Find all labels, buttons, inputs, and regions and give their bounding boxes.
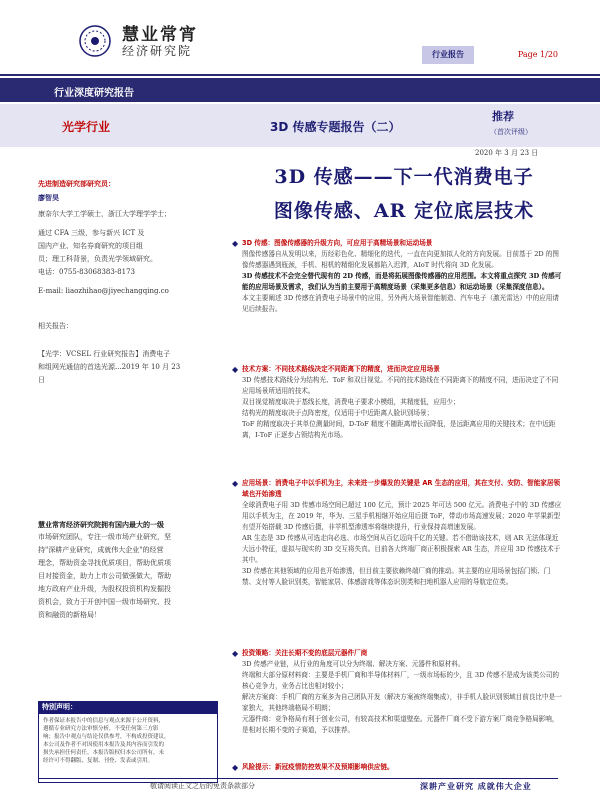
disclaimer-line: 作者保证本报告中的信息与观点来源于公开资料， bbox=[43, 718, 165, 724]
disclaimer-line: 遵循专业研究方法审慎分析，不受任何第三方影 bbox=[43, 726, 159, 732]
bio-line: 通过 CFA 三级，参与新兴 ICT 及 bbox=[38, 229, 145, 237]
paragraph: 3D 传感技术路线分为结构光、ToF 和双目视觉。不同的技术路线在不同距离下的精度不同，进而决定了不同应用场景所适用的技术。 bbox=[242, 376, 559, 395]
industry-label: 光学行业 bbox=[62, 120, 111, 134]
firm-name: 慧业常宵 bbox=[122, 25, 198, 45]
paragraph: 元器件商：竞争格局有利于创业公司，有较高技术和渠道壁垒。元器件厂商不受下游方案厂商竞争格局影响，是相对长期不变的子赛道，予以推荐。 bbox=[242, 715, 559, 734]
firm-subtitle: 经济研究院 bbox=[122, 44, 193, 58]
disclaimer-title: 特别声明： bbox=[38, 701, 218, 713]
category-label: 行业深度研究报告 bbox=[54, 88, 134, 99]
analyst-section-title: 先进制造研究部研究员： bbox=[38, 180, 115, 188]
paragraph: 本文主要阐述 3D 传感在消费电子场景中的应用，另外两大场景智能制造、汽车电子（激光雷达）中的应用请见后续报告。 bbox=[242, 294, 559, 313]
bio-line: 国内产业、知名券商研究的项目组 bbox=[38, 242, 143, 250]
page-number: Page 1/20 bbox=[517, 50, 558, 59]
section-heading: 风险提示：新冠疫情防控效果不及预期影响供应链。 bbox=[242, 763, 394, 771]
main-title bbox=[224, 160, 584, 228]
related-line: 日 bbox=[38, 376, 45, 384]
paragraph: AR 生态是 3D 传感从可选走向必选、市场空间从百亿迈向千亿的关键。若不借助该技术，则 AR 无法体现近大远小特征，虚拟与现实的 3D 交互将失真。目前各大终端厂商正积极探索 AR 生态，并应用 3D 传感技术于其中。 bbox=[242, 534, 561, 564]
paragraph: 解决方案商：手机厂商的方案多为自己团队开发（解决方案被终端集成），非手机人脸识别领域目前良比中是一家独大，其他终端格局不明朗； bbox=[242, 693, 562, 712]
section-strategy bbox=[232, 648, 562, 736]
report-title: 3D 传感专题报告（二） bbox=[270, 120, 401, 134]
analyst-bio bbox=[38, 208, 220, 298]
main-title-line-2: 图像传感、AR 定位底层技术 bbox=[273, 200, 535, 222]
diamond-bullet-icon: ◆ bbox=[232, 365, 239, 374]
disclaimer-line: 本公司及作者不对因使用本报告及其内容而引发的 bbox=[43, 742, 165, 748]
report-date: 2020 年 3 月 23 日 bbox=[475, 149, 539, 157]
paragraph: 全球消费电子用 3D 传感市场空间已超过 100 亿元，预计 2025 年可达 500 亿元。消费电子中的 3D 传感应用以手机为主，在 2019 年，华为、三星手机相继开始应用后摄 ToF，带动市场高速发展；2020 年苹果新型有望开始搭载 3D 传感后摄，非苹机型渗透率将继续提升，行业保持高增速发展。 bbox=[242, 501, 562, 531]
bio-line: 康奈尔大学工学硕士，浙江大学理学学士； bbox=[38, 210, 171, 218]
bio-line: 员；理工科背景，负责光学领域研究。 bbox=[38, 255, 157, 263]
diamond-bullet-icon: ◆ bbox=[232, 479, 239, 488]
analyst-phone: 电话：0755-83068383-8173 bbox=[38, 268, 135, 276]
diamond-bullet-icon: ◆ bbox=[232, 649, 239, 658]
disclaimer-line: 经许可不得翻版、复制、刊登、发表或引用。 bbox=[43, 758, 154, 764]
section-heading: 3D 传感：图像传感器的升级方向，可应用于高精场景和运动场景 bbox=[242, 239, 433, 247]
disclaimer-box bbox=[38, 713, 218, 783]
paragraph: 终端和大部分原材料商：主要是手机厂商和半导体材料厂，一级市场标的少，且 3D 传感不是成为该类公司的核心竞争力，业务占比也相对较小； bbox=[242, 671, 559, 690]
section-tech bbox=[232, 364, 562, 441]
header-divider bbox=[0, 74, 600, 76]
disclaimer-line: 损失承担任何责任。本报告版权归本公司所有，未 bbox=[43, 750, 165, 756]
diamond-bullet-icon: ◆ bbox=[232, 239, 239, 248]
section-risk bbox=[232, 762, 562, 773]
paragraph: ToF 的精度取决于其单位测量时间，D-ToF 精度不随距离增长而降低，是远距离应用的关键技术；在中近距离，I-ToF 正逐步占领结构光市场。 bbox=[242, 420, 556, 439]
related-reports-title: 相关报告： bbox=[38, 322, 73, 330]
paragraph: 3D 传感在其他领域的应用也开始渗透，但目前主要依赖终端厂商的推动。其主要的应用场景包括门锁、门禁、支付等人脸识别类，智能家居、体感游戏等体态识别类和扫地机器人应用的导航定位类。 bbox=[242, 567, 551, 586]
firm-desc-line: 慧业常宵经济研究院拥有国内最大的一级 bbox=[38, 520, 164, 529]
report-type-badge: 行业报告 bbox=[422, 46, 474, 64]
firm-desc-line: 目对接资金，助力上市公司做强做大，帮助 bbox=[38, 572, 171, 580]
paragraph: 结构光的精度取决于点阵密度，仅适用于中近距离人脸识别场景； bbox=[242, 409, 434, 417]
paragraph: 图像传感器自从发明以来，历经彩色化、精细化的迭代，一直在向更加拟人化的方向发展。目前基于 2D 的图像传感器遇到瓶颈，手机、相机的精细化发展都陷入迟滞，AIoT 时代将向 3D 化发展。 bbox=[242, 250, 559, 269]
footer-divider bbox=[38, 778, 558, 779]
disclaimer-line: 响；报告中观点与结论仅供参考，不构成投资建议， bbox=[43, 734, 170, 740]
related-report-link[interactable] bbox=[38, 348, 220, 387]
firm-desc-line: 资和融资的新格局！ bbox=[38, 611, 101, 619]
paragraph: 3D 传感产业链，从行业的角度可以分为终端、解决方案、元器件和原材料。 bbox=[242, 660, 465, 668]
main-title-line-1: 3D 传感——下一代消费电子 bbox=[274, 166, 534, 188]
firm-desc-line: 地方政府产业升级，为股权投资机构发掘投 bbox=[38, 585, 171, 593]
section-scenarios bbox=[232, 238, 562, 315]
analyst-email[interactable]: E-mail: liaozhihao@jiyechangqing.co bbox=[38, 287, 169, 295]
firm-description bbox=[38, 518, 220, 622]
firm-desc-line: 理念，帮助资金寻找优质项目，帮助优质项 bbox=[38, 559, 171, 567]
section-applications bbox=[232, 478, 562, 588]
section-heading: 技术方案：不同技术路线决定不同距离下的精度，进而决定应用场景 bbox=[242, 365, 440, 373]
section-heading: 应用场景：消费电子中以手机为主，未来进一步爆发的关键是 AR 生态的应用，其在支付、安防、智能家居领域也开始渗透 bbox=[242, 479, 561, 498]
paragraph: 3D 传感技术不会完全替代现有的 2D 传感，而是将拓展图像传感器的应用范围。本文将重点探究 3D 传感可能的应用场景及需求，我们认为当前主要用于高精度场景（采集更多信息）和运动场景（采集深度信息）。 bbox=[242, 272, 562, 291]
firm-desc-line: 市场研究团队，专注一级市场产业研究，坚 bbox=[38, 533, 171, 541]
firm-desc-line: 资机会，致力于开创中国一级市场研究、投 bbox=[38, 598, 171, 606]
related-line: 【光学：VCSEL 行业研究报告】消费电子 bbox=[38, 350, 171, 358]
footer-disclaimer-note: 敬请阅读正文之后的免责条款部分 bbox=[150, 782, 255, 790]
firm-logo-icon bbox=[78, 24, 112, 58]
analyst-name: 廖智昊 bbox=[38, 194, 59, 202]
firm-desc-line: 持"深耕产业研究，成就伟大企业"的经营 bbox=[38, 546, 164, 554]
diamond-bullet-icon: ◆ bbox=[232, 763, 239, 772]
rating-label: 推荐 bbox=[492, 110, 514, 123]
rating-note: （首次评级） bbox=[490, 128, 532, 136]
footer-slogan: 深耕产业研究 成就伟大企业 bbox=[420, 782, 532, 791]
section-heading: 投资策略：关注长期不变的底层元器件厂商 bbox=[242, 649, 368, 657]
related-line: 和组网光通信的首选光源...2019 年 10 月 23 bbox=[38, 363, 181, 371]
paragraph: 双目视觉精度取决于基线长度，消费电子要求小模组，其精度低，应用少； bbox=[242, 398, 460, 406]
